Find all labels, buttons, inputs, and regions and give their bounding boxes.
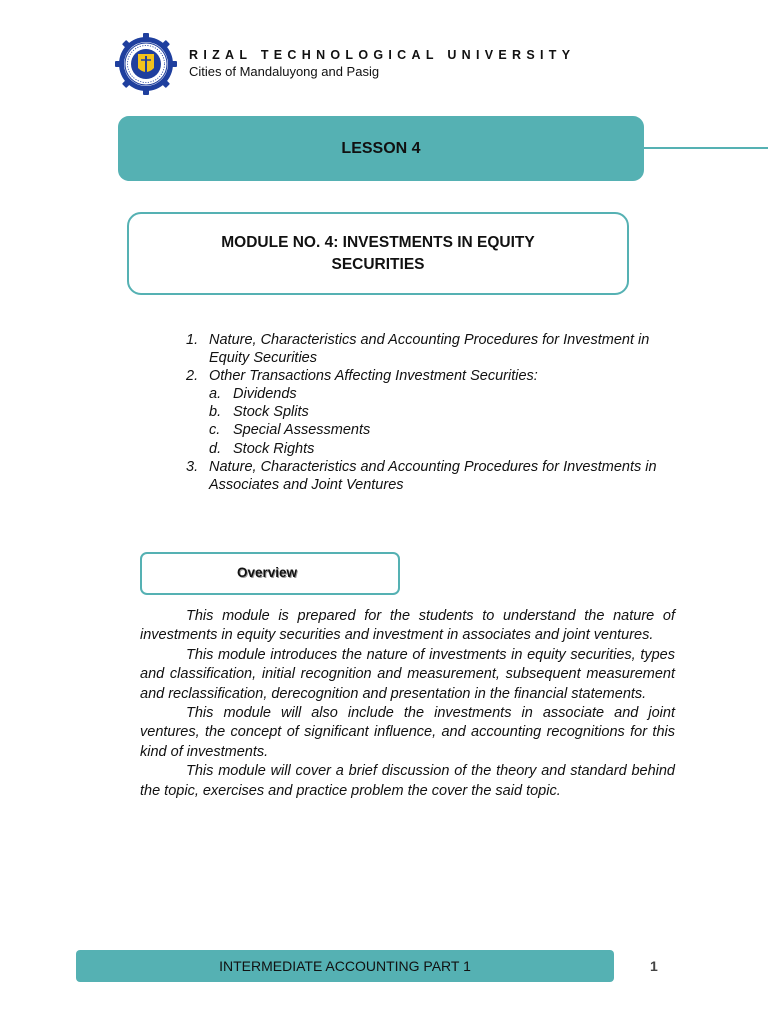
- page-number: 1: [650, 958, 658, 974]
- topic-text: Other Transactions Affecting Investment Securities:: [209, 368, 538, 385]
- topic-number: 1.: [186, 332, 199, 348]
- overview-paragraph: This module is prepared for the students to understand the nature of investments in equity securities and investment in associates and joint ventures.: [140, 608, 675, 644]
- module-box: [127, 212, 629, 295]
- overview-paragraph: This module will also include the investments in associate and joint ventures, the concept of significant influence, and accounting recognitions for this kind of investments.: [140, 705, 675, 760]
- subtopic-text: Stock Rights: [233, 440, 315, 457]
- overview-heading: Overview: [237, 565, 298, 580]
- university-seal-icon: [114, 32, 178, 96]
- university-name: RIZAL TECHNOLOGICAL UNIVERSITY: [189, 48, 576, 62]
- subtopic-text: Stock Splits: [233, 404, 309, 421]
- overview-paragraph: This module introduces the nature of investments in equity securities, types and classification, initial recognition and measurement, subsequent measurement and reclassification, derecognition and presentation in the financial statements.: [140, 646, 675, 702]
- subtopic-item: [186, 403, 686, 421]
- subtopic-text: Dividends: [233, 386, 297, 403]
- overview-paragraph: This module will cover a brief discussion of the theory and standard behind the topic, exercises and practice problem the cover the said topic.: [140, 763, 675, 799]
- lesson-divider-line: [644, 147, 768, 149]
- subtopic-item: [186, 440, 686, 458]
- lesson-title: LESSON 4: [341, 139, 421, 157]
- subtopic-letter: d.: [209, 440, 222, 457]
- course-title: INTERMEDIATE ACCOUNTING PART 1: [219, 958, 471, 974]
- subtopic-item: [186, 385, 686, 403]
- footer-bar: [76, 950, 614, 982]
- module-title: MODULE NO. 4: INVESTMENTS IN EQUITY SECURITIES: [221, 233, 535, 273]
- topic-item: [186, 331, 686, 367]
- topic-item: [186, 458, 686, 494]
- topic-number: 2.: [186, 368, 199, 385]
- topic-text: Nature, Characteristics and Accounting Procedures for Investments in Associates and Joint Ventures: [209, 458, 657, 493]
- subtopic-letter: a.: [209, 386, 222, 403]
- overview-body: [140, 607, 675, 801]
- overview-heading-box: [140, 552, 400, 595]
- topic-item: [186, 367, 686, 385]
- subtopic-text: Special Assessments: [233, 422, 371, 439]
- subtopic-item: [186, 421, 686, 439]
- university-location: Cities of Mandaluyong and Pasig: [189, 64, 380, 79]
- topics-list: [186, 331, 686, 494]
- subtopic-letter: c.: [209, 422, 221, 439]
- topic-number: 3.: [186, 458, 199, 475]
- lesson-banner: [118, 116, 644, 181]
- subtopic-letter: b.: [209, 404, 222, 421]
- topic-text: Nature, Characteristics and Accounting Procedures for Investment in Equity Securities: [209, 332, 650, 367]
